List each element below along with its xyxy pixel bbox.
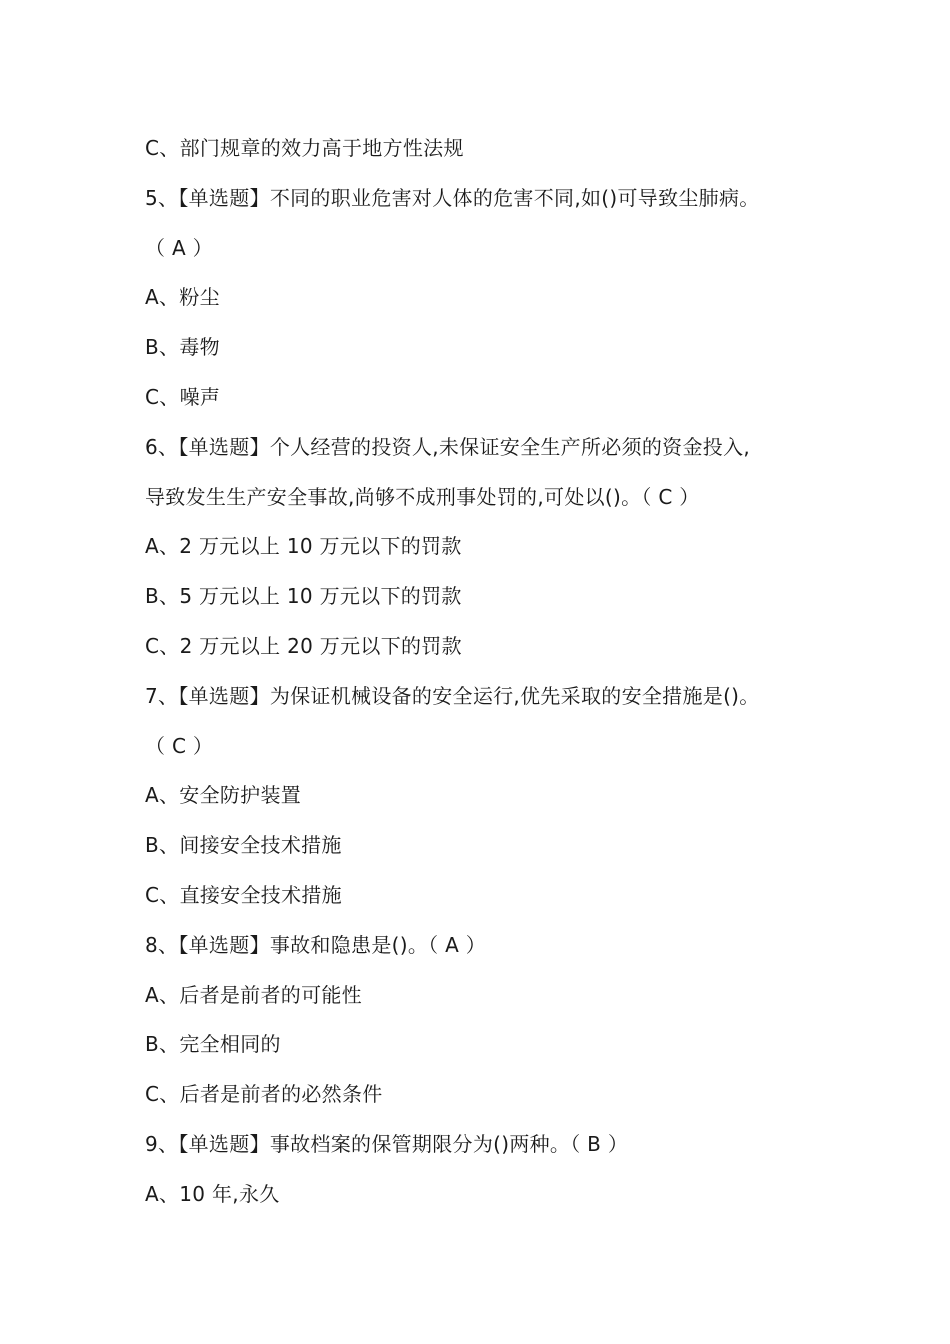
q6-option-b: B、5 万元以上 10 万元以下的罚款 [145,584,462,609]
q5-option-b: B、毒物 [145,335,220,360]
q7-answer: （ C ） [145,733,214,758]
q9-question: 9、【单选题】事故档案的保管期限分为()两种。（ B ） [145,1131,629,1156]
q8-question: 8、【单选题】事故和隐患是()。（ A ） [145,932,487,957]
q7-option-c: C、直接安全技术措施 [145,882,342,907]
q8-option-b: B、完全相同的 [145,1032,281,1057]
q5-option-c: C、噪声 [145,384,221,409]
q4-option-c: C、部门规章的效力高于地方性法规 [145,136,464,160]
q7-option-b: B、间接安全技术措施 [145,833,342,858]
q5-question: 5、【单选题】不同的职业危害对人体的危害不同,如()可导致尘肺病。 [145,185,760,210]
q7-question: 7、【单选题】为保证机械设备的安全运行,优先采取的安全措施是()。 [145,683,760,708]
question-list [145,124,825,1220]
q8-option-c: C、后者是前者的必然条件 [145,1082,383,1107]
q6-option-a: A、2 万元以上 10 万元以下的罚款 [145,534,462,559]
q6-option-c: C、2 万元以上 20 万元以下的罚款 [145,633,462,658]
q7-option-a: A、安全防护装置 [145,783,302,808]
q6-question: 6、【单选题】个人经营的投资人,未保证安全生产所必须的资金投入, [145,434,751,459]
q5-option-a: A、粉尘 [145,285,220,310]
q6-question-cont: 导致发生生产安全事故,尚够不成刑事处罚的,可处以()。（ C ） [145,484,700,509]
q8-option-a: A、后者是前者的可能性 [145,982,362,1007]
q5-answer: （ A ） [145,235,213,260]
q9-option-a: A、10 年,永久 [145,1181,280,1206]
